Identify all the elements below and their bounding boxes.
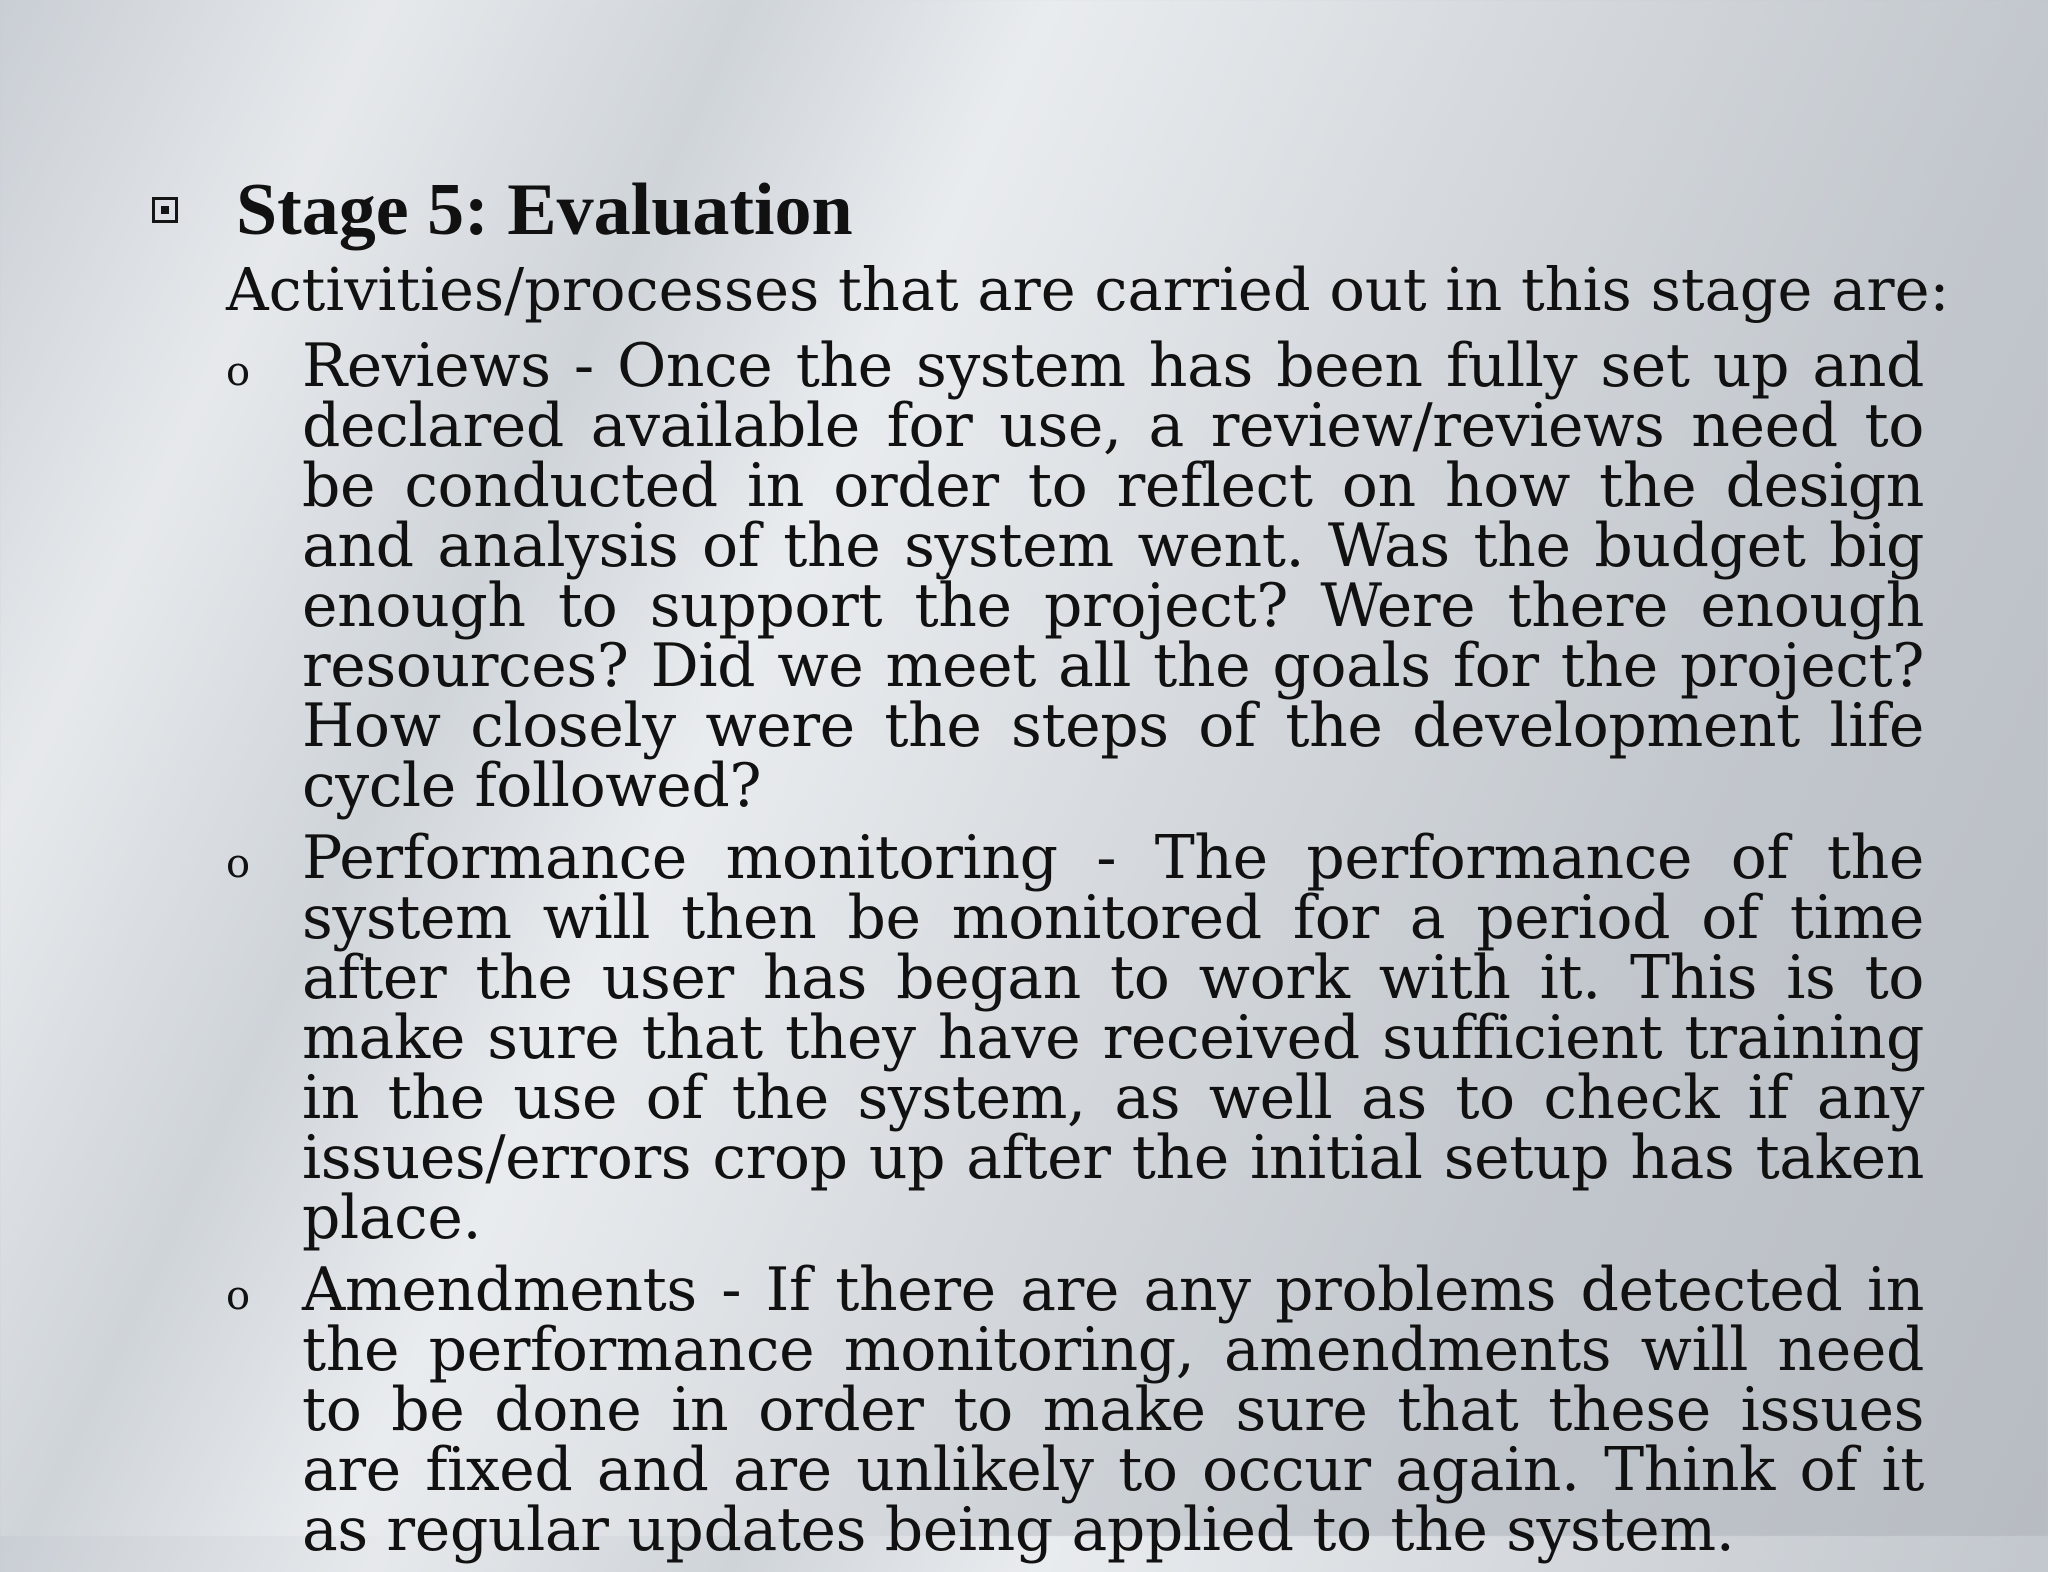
list-item-text: Reviews - Once the system has been fully set up and declared available for use, a review/reviews need to be conducted in order to reflect on how the design and analysis of the system went. Was the budget big enough to support the project? Were there enough resources? Did we meet all the goals for the project? How closely were the steps of the development life cycle followed? [302, 331, 1924, 821]
circle-bullet-icon: o [226, 349, 251, 395]
list-item-text: Performance monitoring - The performance of the system will then be monitored for a period of time after the user has began to work with it. This is to make sure that they have received sufficient training in the use of the system, as well as to check if any issues/errors crop up after the initial setup has taken place. [302, 823, 1924, 1253]
bullet-list [226, 331, 1924, 1572]
list-item-text: Amendments - If there are any problems detected in the performance monitoring, amendments will need to be done in order to make sure that these issues are fixed and are unlikely to occur again. Think of it as regular updates being applied to the system. [302, 1255, 1924, 1565]
heading-row [152, 170, 853, 250]
list-item-amendments [226, 1255, 1924, 1565]
square-bullet-icon [152, 197, 178, 223]
list-item-performance-monitoring [226, 823, 1924, 1253]
circle-bullet-icon: o [226, 841, 251, 887]
slide-heading: Stage 5: Evaluation [236, 169, 853, 251]
circle-bullet-icon: o [226, 1273, 251, 1319]
intro-text: Activities/processes that are carried out in this stage are: [226, 255, 1950, 324]
list-item-reviews [226, 331, 1924, 821]
